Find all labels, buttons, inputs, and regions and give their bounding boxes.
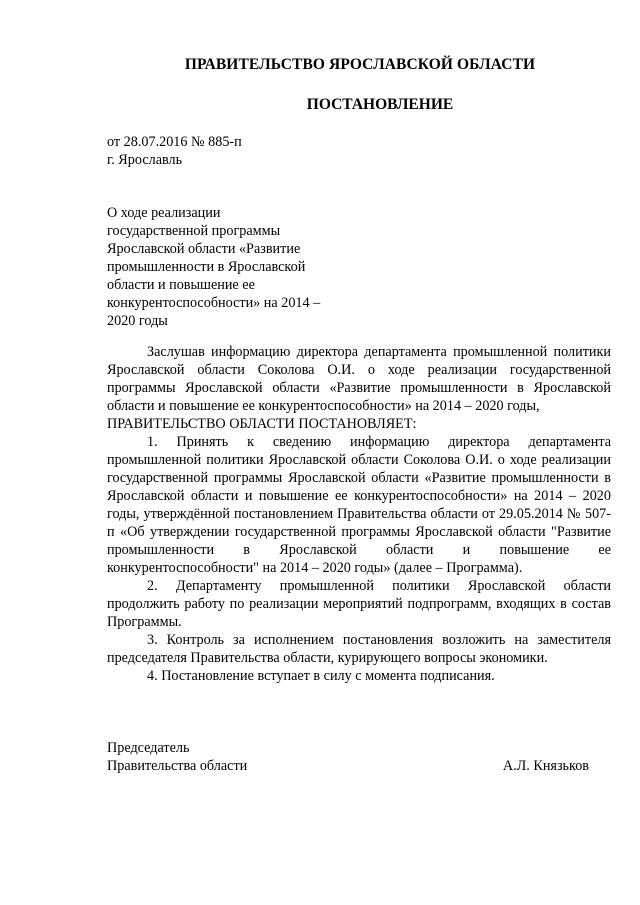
document-subject [107,204,347,330]
subject-line: промышленности в Ярославской [107,259,306,275]
subject-line: государственной программы [107,223,281,239]
resolution-item-1: 1. Принять к сведению информацию директора департамента промышленной политики Ярославской области Соколова О.И. о ходе реализации государственной программы Ярославской области «Развитие промышленности в Ярославской области и повышение ее конкурентоспособности» на 2014 – 2020 годы, утверждённой постановлением Правительства области от 29.05.2014 № 507-п «Об утверждении государственной программы Ярославской области "Развитие промышленности в Ярославской области и повышение ее конкурентоспособности" на 2014 – 2020 годы» (далее – Программа). [107,434,611,576]
resolution-item-4: 4. Постановление вступает в силу с момента подписания. [147,668,495,684]
document-meta [107,133,242,169]
subject-line: О ходе реализации [107,205,221,221]
document-body [107,343,611,685]
resolution-heading: ПРАВИТЕЛЬСТВО ОБЛАСТИ ПОСТАНОВЛЯЕТ: [107,416,417,432]
signature-row [107,757,589,775]
subject-line: конкурентоспособности» на 2014 – [107,295,321,311]
signature-block [107,739,589,775]
document-type-title: ПОСТАНОВЛЕНИЕ [306,96,454,113]
signatory-name: А.Л. Князьков [502,758,589,774]
signatory-title-line-2: Правительства области [107,758,248,774]
subject-line: 2020 годы [107,313,168,329]
subject-line: области и повышение ее [107,277,255,293]
date-and-number: от 28.07.2016 № 885-п [107,134,242,150]
intro-paragraph: Заслушав информацию директора департамента промышленной политики Ярославской области Соколова О.И. о ходе реализации государственной программы Ярославской области «Развитие промышленности в Ярославской области и повышение ее конкурентоспособности» на 2014 – 2020 годы, [107,344,611,414]
resolution-item-3: 3. Контроль за исполнением постановления возложить на заместителя председателя Правительства области, курирующего вопросы экономики. [107,632,611,666]
signatory-title-line-1: Председатель [107,740,190,756]
subject-line: Ярославской области «Развитие [107,241,301,257]
organization-title: ПРАВИТЕЛЬСТВО ЯРОСЛАВСКОЙ ОБЛАСТИ [184,56,536,73]
resolution-item-2: 2. Департаменту промышленной политики Ярославской области продолжить работу по реализации мероприятий подпрограмм, входящих в состав Программы. [107,578,611,630]
city: г. Ярославль [107,152,183,168]
